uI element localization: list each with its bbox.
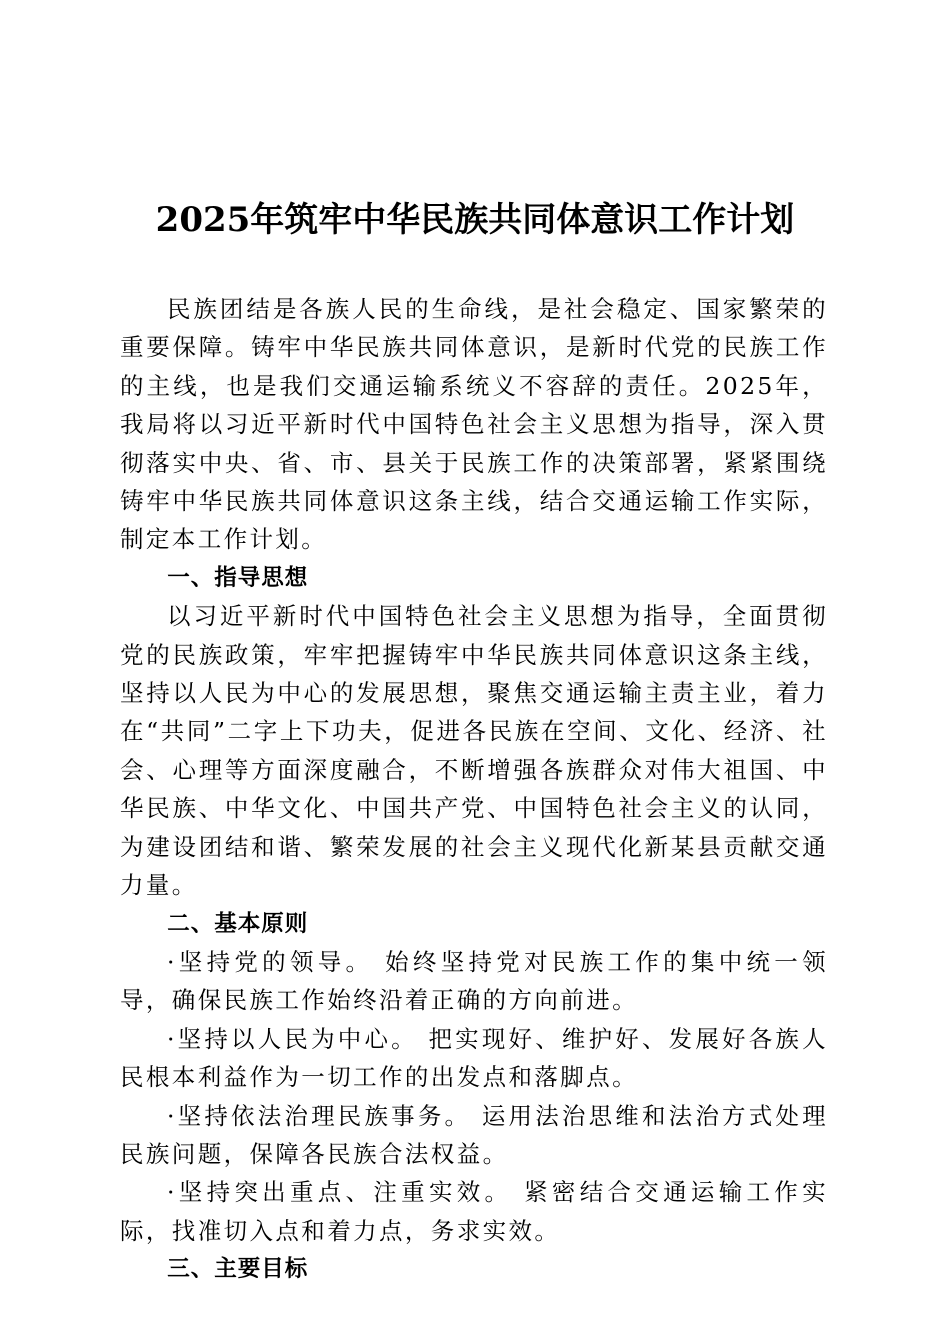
document-title: 2025年筑牢中华民族共同体意识工作计划 [155, 200, 795, 240]
section-heading-guiding-ideology: 一、指导思想 [167, 564, 309, 591]
principle-item: ·坚持以人民为中心。 把实现好、维护好、发展好各族人民根本利益作为一切工作的出发点和落脚点。 [120, 1024, 828, 1092]
principle-item: ·坚持党的领导。 始终坚持党对民族工作的集中统一领导，确保民族工作始终沿着正确的方向前进。 [120, 947, 828, 1015]
guiding-ideology-paragraph: 以习近平新时代中国特色社会主义思想为指导，全面贯彻党的民族政策，牢牢把握铸牢中华民族共同体意识这条主线，坚持以人民为中心的发展思想，聚焦交通运输主责主业，着力在“共同”二字上下功夫，促进各民族在空间、文化、经济、社会、心理等方面深度融合，不断增强各族群众对伟大祖国、中华民族、中华文化、中国共产党、中国特色社会主义的认同，为建设团结和谐、繁荣发展的社会主义现代化新某县贡献交通力量。 [120, 602, 828, 900]
principle-item: ·坚持突出重点、注重实效。 紧密结合交通运输工作实际，找准切入点和着力点，务求实效。 [120, 1178, 828, 1245]
section-heading-main-goals: 三、主要目标 [167, 1256, 309, 1283]
intro-paragraph: 民族团结是各族人民的生命线，是社会稳定、国家繁荣的重要保障。铸牢中华民族共同体意识，是新时代党的民族工作的主线，也是我们交通运输系统义不容辞的责任。2025年，我局将以习近平新时代中国特色社会主义思想为指导，深入贯彻落实中央、省、市、县关于民族工作的决策部署，紧紧围绕铸牢中华民族共同体意识这条主线，结合交通运输工作实际，制定本工作计划。 [120, 295, 828, 554]
document-body [120, 290, 828, 1289]
section-heading-basic-principles: 二、基本原则 [167, 910, 309, 937]
principle-item: ·坚持依法治理民族事务。 运用法治思维和法治方式处理民族问题，保障各民族合法权益。 [120, 1101, 828, 1168]
